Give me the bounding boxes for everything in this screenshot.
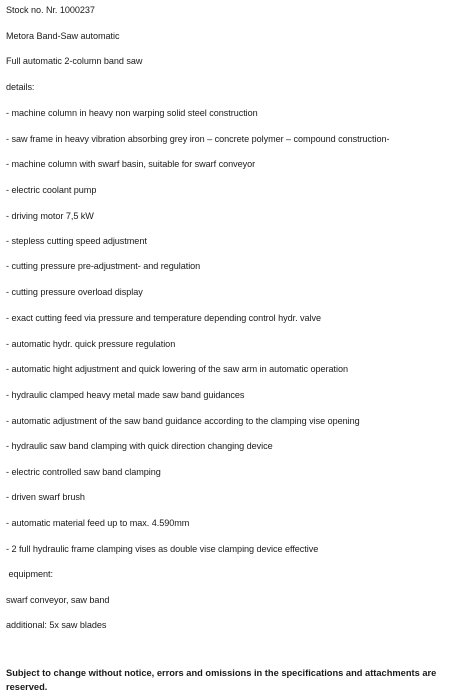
detail-item: - automatic hight adjustment and quick lowering of the saw arm in automatic operation — [6, 364, 349, 374]
additional-items: additional: 5x saw blades — [6, 620, 107, 630]
detail-item: - electric coolant pump — [6, 185, 97, 195]
disclaimer-footer: Subject to change without notice, errors and omissions in the specifications and attachments are reserved. — [6, 668, 437, 692]
detail-item: - cutting pressure overload display — [6, 287, 143, 297]
detail-item: - driven swarf brush — [6, 492, 85, 502]
detail-item: - machine column in heavy non warping solid steel construction — [6, 108, 258, 118]
detail-item: - machine column with swarf basin, suitable for swarf conveyor — [6, 159, 256, 169]
detail-item: - exact cutting feed via pressure and temperature depending control hydr. valve — [6, 313, 322, 323]
details-heading: details: — [6, 82, 35, 92]
detail-item: - hydraulic saw band clamping with quick direction changing device — [6, 441, 273, 451]
detail-item: - automatic material feed up to max. 4.590mm — [6, 518, 190, 528]
detail-item: - driving motor 7,5 kW — [6, 211, 94, 221]
detail-item: - electric controlled saw band clamping — [6, 467, 161, 477]
detail-item: - 2 full hydraulic frame clamping vises as double vise clamping device effective — [6, 544, 319, 554]
detail-item: - stepless cutting speed adjustment — [6, 236, 147, 246]
product-title: Metora Band-Saw automatic — [6, 31, 120, 41]
equipment-list: swarf conveyor, saw band — [6, 595, 110, 605]
product-subtitle: Full automatic 2-column band saw — [6, 56, 143, 66]
detail-item: - hydraulic clamped heavy metal made saw band guidances — [6, 390, 245, 400]
stock-number: Stock no. Nr. 1000237 — [6, 5, 95, 15]
detail-item: - cutting pressure pre-adjustment- and regulation — [6, 261, 201, 271]
detail-item: - automatic adjustment of the saw band guidance according to the clamping vise opening — [6, 416, 360, 426]
detail-item: - saw frame in heavy vibration absorbing grey iron – concrete polymer – compound construction- — [6, 134, 390, 144]
detail-item: - automatic hydr. quick pressure regulation — [6, 339, 176, 349]
equipment-heading: equipment: — [6, 569, 53, 579]
